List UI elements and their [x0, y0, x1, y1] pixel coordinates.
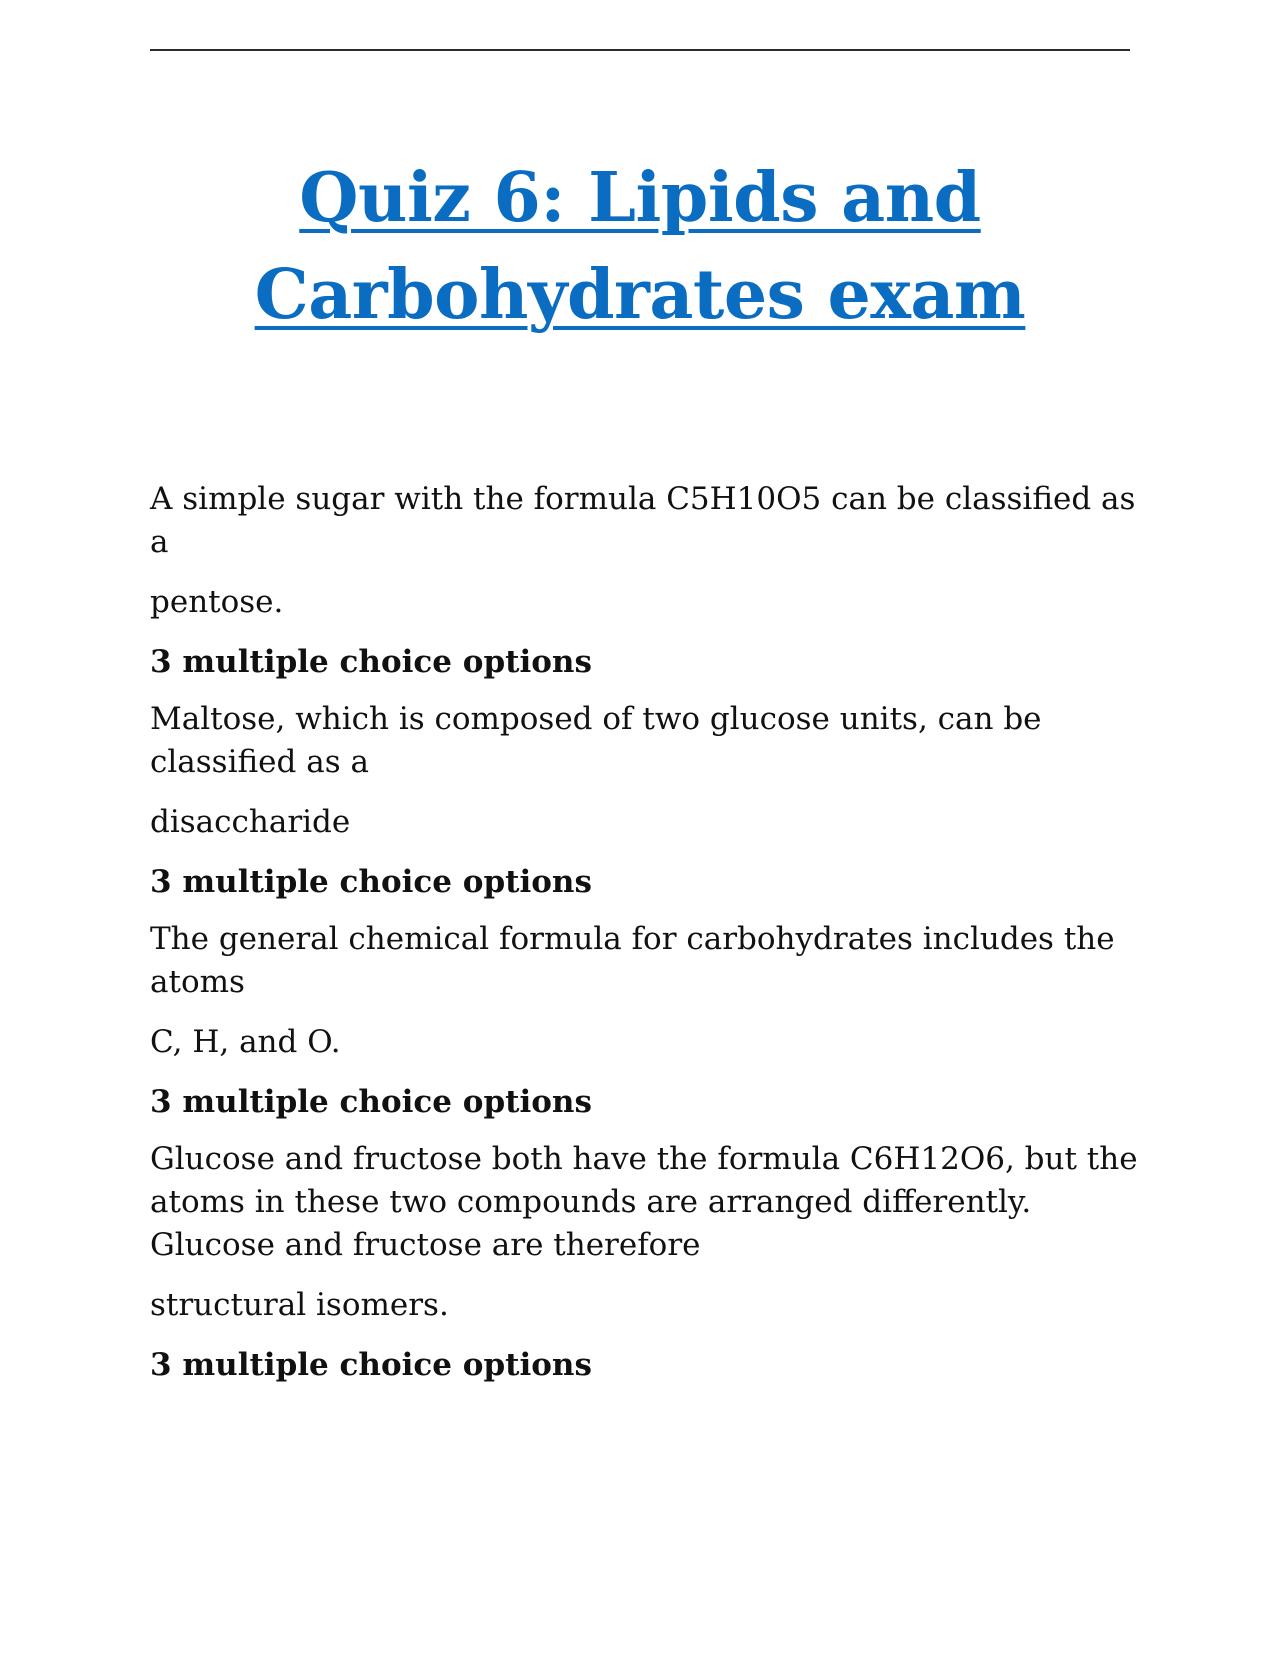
question-text: A simple sugar with the formula C5H10O5 can be classified as a: [150, 481, 1136, 560]
header-rule: [150, 49, 1130, 51]
answer-text: pentose.: [150, 584, 284, 620]
question-block: [150, 918, 1140, 1124]
answer-text: structural isomers.: [150, 1287, 449, 1323]
options-note: 3 multiple choice options: [150, 1084, 592, 1120]
options-note: 3 multiple choice options: [150, 644, 592, 680]
answer-text: disaccharide: [150, 804, 351, 840]
question-block: [150, 698, 1140, 904]
options-note: 3 multiple choice options: [150, 864, 592, 900]
options-note: 3 multiple choice options: [150, 1347, 592, 1383]
question-text: The general chemical formula for carbohydrates includes the atoms: [150, 921, 1115, 1000]
question-text: Maltose, which is composed of two glucose units, can be classified as a: [150, 701, 1042, 780]
quiz-content: [150, 478, 1140, 1401]
question-block: [150, 1138, 1140, 1387]
question-text: Glucose and fructose both have the formula C6H12O6, but the atoms in these two compounds are arranged differently. Glucose and fructose are therefore: [150, 1141, 1138, 1263]
page-title: Quiz 6: Lipids and Carbohydrates exam: [254, 158, 1026, 335]
answer-text: C, H, and O.: [150, 1024, 341, 1060]
question-block: [150, 478, 1140, 684]
